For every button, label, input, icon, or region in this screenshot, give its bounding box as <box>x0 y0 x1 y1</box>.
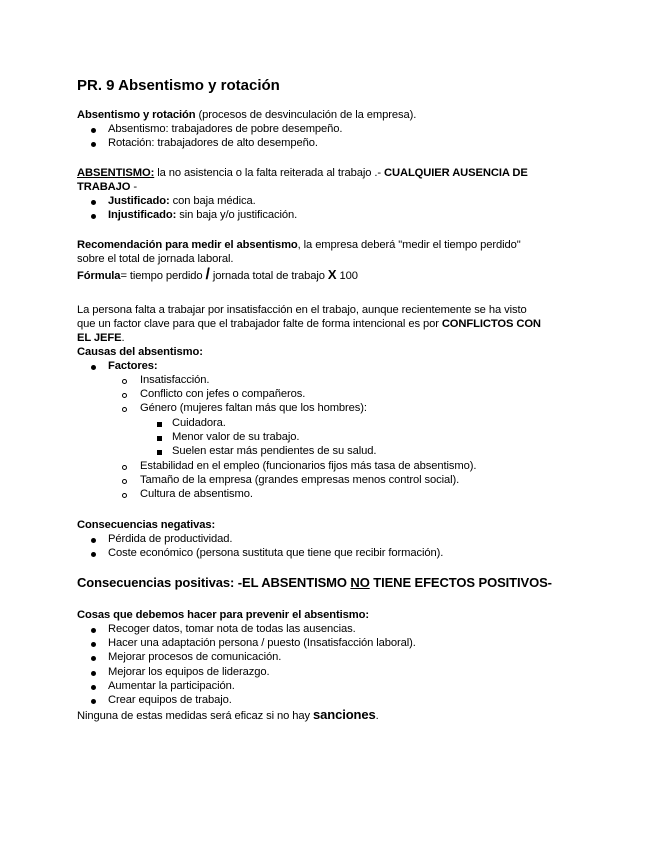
s2-item-text: sin baja y/o justificación. <box>176 209 298 221</box>
bullet-dot-icon <box>91 699 96 704</box>
s7-item: Aumentar la participación. <box>108 680 235 692</box>
s2-def: la no asistencia o la falta reiterada al trabajo .- <box>154 167 384 179</box>
bullet-dot-icon <box>91 142 96 147</box>
s3-lead-rest: , la empresa deberá "medir el tiempo perdido" <box>297 239 521 251</box>
formula-text: 100 <box>336 270 358 282</box>
s2-item-label: Injustificado: <box>108 209 177 221</box>
s4-causes-heading: Causas del absentismo: <box>77 346 203 358</box>
s4-factor: Género (mujeres faltan más que los hombres): <box>140 402 367 414</box>
s7-item: Recoger datos, tomar nota de todas las ausencias. <box>108 623 356 635</box>
s4-p2a: que un factor clave para que el trabajador falte de forma intencional es por <box>77 318 442 330</box>
s1-lead-bold: Absentismo y rotación <box>77 109 196 121</box>
s7-item: Mejorar los equipos de liderazgo. <box>108 666 270 678</box>
s2-item <box>108 194 256 208</box>
s6-a: Consecuencias positivas: -EL ABSENTISMO <box>77 575 351 590</box>
bullet-square-icon <box>157 422 162 427</box>
s5-item: Pérdida de productividad. <box>108 533 233 545</box>
s2-caps2: TRABAJO <box>77 181 131 193</box>
s1-lead <box>77 108 416 122</box>
s4-p1: La persona falta a trabajar por insatisfacción en el trabajo, aunque recientemente se ha visto <box>77 304 527 316</box>
bullet-dot-icon <box>91 365 96 370</box>
s3-formula <box>77 268 358 283</box>
s4-factor: Conflicto con jefes o compañeros. <box>140 388 306 400</box>
bullet-dot-icon <box>91 214 96 219</box>
s2-caps2-tail: - <box>130 181 138 193</box>
s4-factor: Tamaño de la empresa (grandes empresas menos control social). <box>140 474 460 486</box>
s2-definition <box>77 166 528 180</box>
formula-text: jornada total de trabajo <box>209 270 328 282</box>
s4-p3 <box>77 331 125 345</box>
bullet-dot-icon <box>91 642 96 647</box>
s7-heading: Cosas que debemos hacer para prevenir el absentismo: <box>77 609 370 621</box>
bullet-dot-icon <box>91 200 96 205</box>
s7-item: Crear equipos de trabajo. <box>108 694 232 706</box>
s2-caps1: CUALQUIER AUSENCIA DE <box>384 167 528 179</box>
bullet-square-icon <box>157 450 162 455</box>
bullet-dot-icon <box>91 656 96 661</box>
bullet-circle-icon <box>122 393 127 398</box>
s2-term: ABSENTISMO: <box>77 167 155 179</box>
s3-lead-bold: Recomendación para medir el absentismo <box>77 239 298 251</box>
s4-factor: Cultura de absentismo. <box>140 488 253 500</box>
s2-item-text: con baja médica. <box>169 195 256 207</box>
s4-gender-item: Suelen estar más pendientes de su salud. <box>172 445 377 457</box>
s4-p2 <box>77 317 541 331</box>
bullet-dot-icon <box>91 128 96 133</box>
s6-no: NO <box>350 575 370 590</box>
formula-x: X <box>327 267 337 282</box>
s1-item: Absentismo: trabajadores de pobre desempeño. <box>108 123 343 135</box>
page-title: PR. 9 Absentismo y rotación <box>77 77 280 94</box>
bullet-circle-icon <box>122 465 127 470</box>
s6-b: TIENE EFECTOS POSITIVOS- <box>369 575 552 590</box>
formula-text: = tiempo perdido <box>120 270 206 282</box>
s7-item: Mejorar procesos de comunicación. <box>108 651 282 663</box>
s4-gender-item: Cuidadora. <box>172 417 226 429</box>
s4-p3t: . <box>121 332 125 344</box>
s3-lead <box>77 238 521 252</box>
s7-final-b: sanciones <box>312 707 376 722</box>
s4-factor: Insatisfacción. <box>140 374 210 386</box>
formula-label: Fórmula <box>77 270 121 282</box>
bullet-dot-icon <box>91 685 96 690</box>
s4-p3b: EL JEFE <box>77 332 122 344</box>
bullet-dot-icon <box>91 628 96 633</box>
bullet-dot-icon <box>91 538 96 543</box>
bullet-circle-icon <box>122 379 127 384</box>
s1-item: Rotación: trabajadores de alto desempeño. <box>108 137 318 149</box>
s2-definition-cont <box>77 180 137 194</box>
s5-item: Coste económico (persona sustituta que tiene que recibir formación). <box>108 547 444 559</box>
bullet-square-icon <box>157 436 162 441</box>
bullet-circle-icon <box>122 493 127 498</box>
s2-item-label: Justificado: <box>108 195 170 207</box>
s6-heading <box>77 576 552 590</box>
s2-item <box>108 208 297 222</box>
s4-factor: Estabilidad en el empleo (funcionarios fijos más tasa de absentismo). <box>140 460 477 472</box>
bullet-circle-icon <box>122 407 127 412</box>
s1-lead-rest: (procesos de desvinculación de la empresa). <box>195 109 417 121</box>
s7-item: Hacer una adaptación persona / puesto (Insatisfacción laboral). <box>108 637 416 649</box>
s4-factores: Factores: <box>108 360 158 372</box>
s7-final-c: . <box>375 710 379 722</box>
bullet-dot-icon <box>91 552 96 557</box>
s4-p2b: CONFLICTOS CON <box>441 318 541 330</box>
s7-final <box>77 708 379 723</box>
bullet-circle-icon <box>122 479 127 484</box>
s4-gender-item: Menor valor de su trabajo. <box>172 431 300 443</box>
s5-heading: Consecuencias negativas: <box>77 519 216 531</box>
s3-line2: sobre el total de jornada laboral. <box>77 253 234 265</box>
formula-slash: / <box>205 266 210 283</box>
s7-final-a: Ninguna de estas medidas será eficaz si no hay <box>77 710 313 722</box>
bullet-dot-icon <box>91 671 96 676</box>
